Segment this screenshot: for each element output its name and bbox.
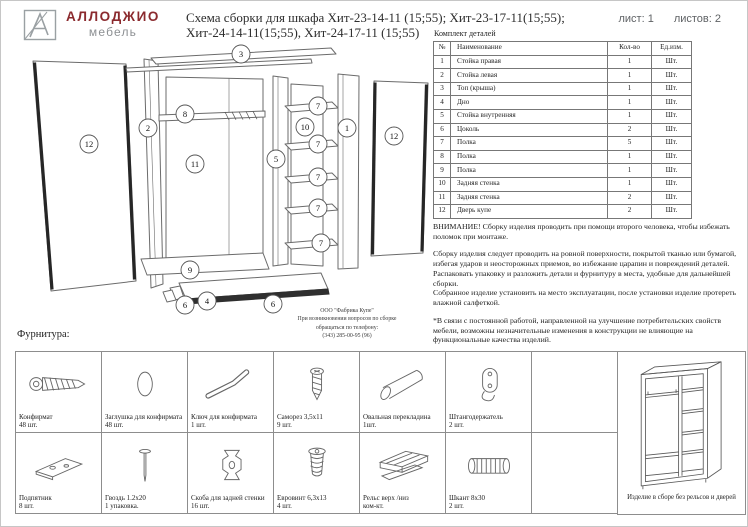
furniture-cell xyxy=(16,352,102,433)
table-row xyxy=(434,191,692,205)
part-name: Полка xyxy=(451,150,608,164)
rail-icon xyxy=(360,433,445,494)
part-qty: 5 xyxy=(608,137,652,151)
table-row xyxy=(434,137,692,151)
svg-text:10: 10 xyxy=(300,121,310,132)
svg-text:9: 9 xyxy=(187,264,193,275)
table-row xyxy=(434,69,692,83)
part-unit: Шт. xyxy=(652,164,692,178)
part-unit: Шт. xyxy=(652,137,692,151)
part-unit: Шт. xyxy=(652,191,692,205)
warning-text: ВНИМАНИЕ! Сборку изделия проводить при помощи второго человека, чтобы избежать поломок при монтаже. xyxy=(433,222,730,241)
furniture-cell-empty xyxy=(532,433,618,514)
furniture-label: Гвоздь 1.2х20 1 упаковка. xyxy=(105,493,146,510)
furniture-cell xyxy=(16,433,102,514)
part-number: 5 xyxy=(434,109,451,123)
table-row xyxy=(434,123,692,137)
furniture-cell xyxy=(102,352,188,433)
part-number: 3 xyxy=(434,82,451,96)
disclaimer-text: *В связи с постоянной работой, направленной на улучшение потребительских свойств мебели, возможны незначительные изменения в конструкции не влияющие на функциональные качества изделий. xyxy=(433,315,722,345)
svg-text:6: 6 xyxy=(182,299,188,310)
part-name: Задняя стенка xyxy=(451,191,608,205)
svg-text:5: 5 xyxy=(273,153,279,164)
svg-text:3: 3 xyxy=(238,48,244,59)
table-row xyxy=(434,205,692,219)
part-qty: 1 xyxy=(608,55,652,69)
sheet-info xyxy=(618,13,721,25)
nail-icon xyxy=(102,433,187,494)
furniture-row-2 xyxy=(16,433,618,514)
part-number: 11 xyxy=(434,191,451,205)
assembled-view xyxy=(617,351,746,515)
part-balloon-7 xyxy=(312,234,330,252)
part-name: Цоколь xyxy=(451,123,608,137)
part-balloon-11 xyxy=(186,155,204,173)
part-number: 2 xyxy=(434,69,451,83)
part-unit: Шт. xyxy=(652,150,692,164)
assembled-caption: Изделие в сборе без рельсов и дверей xyxy=(627,494,736,501)
confirmat-icon xyxy=(16,352,101,413)
part-balloon-4 xyxy=(198,292,216,310)
oval-rod-icon xyxy=(360,352,445,413)
part-balloon-7 xyxy=(309,168,327,186)
part-number: 10 xyxy=(434,177,451,191)
svg-text:7: 7 xyxy=(318,237,324,248)
inner-divider-panel xyxy=(273,76,288,266)
furniture-label: Саморез 3,5х11 9 шт. xyxy=(277,412,323,429)
part-balloon-6 xyxy=(176,296,194,314)
table-header-row xyxy=(434,42,692,56)
euro-screw-icon xyxy=(274,433,359,494)
logo xyxy=(23,9,160,41)
part-number: 12 xyxy=(434,205,451,219)
part-name: Дно xyxy=(451,96,608,110)
parts-table-caption: Комплект деталей xyxy=(434,29,496,38)
part-unit: Шт. xyxy=(652,177,692,191)
part-qty: 1 xyxy=(608,150,652,164)
part-unit: Шт. xyxy=(652,96,692,110)
svg-text:11: 11 xyxy=(190,158,200,169)
part-balloon-7 xyxy=(309,199,327,217)
svg-text:6: 6 xyxy=(270,298,276,309)
furniture-cell xyxy=(188,352,274,433)
svg-text:8: 8 xyxy=(182,108,188,119)
table-row xyxy=(434,55,692,69)
self-screw-icon xyxy=(274,352,359,413)
assembled-wardrobe-icon xyxy=(623,355,741,491)
furniture-label: Конфирмат 48 шт. xyxy=(19,412,53,429)
furniture-label: Евровинт 6,3х13 4 шт. xyxy=(277,493,327,510)
part-balloon-3 xyxy=(232,45,250,63)
assembly-instructions xyxy=(433,249,746,307)
furniture-label: Скоба для задней стенки 16 шт. xyxy=(191,493,265,510)
part-balloon-2 xyxy=(139,119,157,137)
part-number: 9 xyxy=(434,164,451,178)
title-line-1: Схема сборки для шкафа Хит-23-14-11 (15;55); Хит-23-17-11(15;55); xyxy=(186,10,565,25)
parts-table xyxy=(433,41,692,219)
part-balloon-8 xyxy=(176,105,194,123)
brand-subtitle: мебель xyxy=(88,25,138,39)
part-name: Топ (крыша) xyxy=(451,82,608,96)
furniture-label: Овальная перекладина 1шт. xyxy=(363,412,431,429)
part-qty: 1 xyxy=(608,69,652,83)
hex-key-icon xyxy=(188,352,273,413)
furniture-row-1 xyxy=(16,352,618,433)
part-unit: Шт. xyxy=(652,109,692,123)
furniture-cell xyxy=(360,433,446,514)
furniture-cell xyxy=(188,433,274,514)
furniture-label: Ключ для конфирмата 1 шт. xyxy=(191,412,257,429)
part-number: 8 xyxy=(434,150,451,164)
part-balloon-7 xyxy=(309,135,327,153)
table-row xyxy=(434,96,692,110)
page-title xyxy=(186,10,565,40)
part-balloon-1 xyxy=(338,119,356,137)
svg-text:7: 7 xyxy=(315,202,321,213)
part-number: 6 xyxy=(434,123,451,137)
part-unit: Шт. xyxy=(652,205,692,219)
factory-note xyxy=(263,307,431,341)
furniture-grid xyxy=(15,351,618,514)
svg-text:12: 12 xyxy=(389,130,399,141)
table-row xyxy=(434,109,692,123)
part-name: Задняя стенка xyxy=(451,177,608,191)
furniture-cell xyxy=(274,352,360,433)
assembly-line: Распаковать упаковку и разложить детали и фурнитуру в места, удобные для дальнейшей сборки. xyxy=(433,268,731,288)
part-balloon-5 xyxy=(267,150,285,168)
col-header-qty: Кол-во xyxy=(608,42,652,56)
logo-mark-icon xyxy=(23,9,57,41)
part-balloon-7 xyxy=(309,97,327,115)
table-row xyxy=(434,164,692,178)
furniture-label: Штангодержатель 2 шт. xyxy=(449,412,503,429)
part-qty: 1 xyxy=(608,96,652,110)
part-balloon-12 xyxy=(385,127,403,145)
table-row xyxy=(434,82,692,96)
sheets-total: листов: 2 xyxy=(673,13,721,25)
col-header-num: № xyxy=(434,42,451,56)
brand-name: АЛЛОДЖИО xyxy=(66,9,161,24)
part-qty: 2 xyxy=(608,205,652,219)
factory-note-line: При возникновении вопросов по сборке xyxy=(297,316,397,323)
part-qty: 1 xyxy=(608,82,652,96)
part-name: Полка xyxy=(451,164,608,178)
back-panel-left xyxy=(166,77,263,265)
part-qty: 2 xyxy=(608,123,652,137)
part-qty: 1 xyxy=(608,164,652,178)
part-name: Стойка внутренняя xyxy=(451,109,608,123)
dowel-icon xyxy=(446,433,531,494)
part-unit: Шт. xyxy=(652,55,692,69)
furniture-label: Заглушка для конфирмата 48 шт. xyxy=(105,412,183,429)
col-header-name: Наименование xyxy=(451,42,608,56)
side-panel-right xyxy=(338,74,359,269)
col-header-unit: Ед.изм. xyxy=(652,42,692,56)
furniture-label: Шкант 8х30 2 шт. xyxy=(449,493,486,510)
exploded-diagram-svg xyxy=(29,41,433,341)
furniture-cell xyxy=(446,433,532,514)
part-qty: 1 xyxy=(608,109,652,123)
bracket-icon xyxy=(188,433,273,494)
part-name: Полка xyxy=(451,137,608,151)
svg-text:7: 7 xyxy=(315,100,321,111)
furniture-cell xyxy=(274,433,360,514)
factory-name: ООО "Фабрика Купе" xyxy=(320,308,374,314)
furniture-label: Подпятник 8 шт. xyxy=(19,493,52,510)
part-name: Дверь купе xyxy=(451,205,608,219)
title-line-2: Хит-24-14-11(15;55), Хит-24-17-11 (15;55) xyxy=(186,25,420,40)
svg-text:4: 4 xyxy=(204,295,210,306)
svg-text:12: 12 xyxy=(84,138,94,149)
part-name: Стойка правая xyxy=(451,55,608,69)
part-balloon-10 xyxy=(296,118,314,136)
furniture-cell xyxy=(360,352,446,433)
svg-text:1: 1 xyxy=(344,122,350,133)
furniture-cell xyxy=(446,352,532,433)
part-unit: Шт. xyxy=(652,69,692,83)
part-name: Стойка левая xyxy=(451,69,608,83)
furniture-cell xyxy=(102,433,188,514)
part-number: 4 xyxy=(434,96,451,110)
part-balloon-9 xyxy=(181,261,199,279)
svg-text:7: 7 xyxy=(315,138,321,149)
part-qty: 1 xyxy=(608,177,652,191)
part-qty: 2 xyxy=(608,191,652,205)
parts-table-body xyxy=(434,55,692,218)
part-balloon-12 xyxy=(80,135,98,153)
table-row xyxy=(434,177,692,191)
rod-holder-icon xyxy=(446,352,531,413)
side-panel-left xyxy=(144,59,163,288)
logo-text xyxy=(66,9,160,39)
part-number: 1 xyxy=(434,55,451,69)
table-row xyxy=(434,150,692,164)
furniture-label: Рельс верх /низ ком-кт. xyxy=(363,493,409,510)
furniture-cell-empty xyxy=(532,352,618,433)
furniture-caption: Фурнитура: xyxy=(17,329,70,340)
assembly-line: Сборку изделия следует проводить на ровной поверхности, покрытой тканью или бумагой, избегая ударов и неосторожных приемов, во избежание царапин и повреждений деталей. xyxy=(433,249,737,269)
foot-plate-icon xyxy=(16,433,101,494)
part-number: 7 xyxy=(434,137,451,151)
svg-text:7: 7 xyxy=(315,171,321,182)
notes-block xyxy=(433,222,746,353)
door-right-panel xyxy=(371,81,428,256)
factory-note-line: обращаться по телефону: xyxy=(315,324,379,331)
factory-phone: (343) 285-00-95 (96) xyxy=(322,333,372,340)
sheet-number: лист: 1 xyxy=(618,13,654,25)
part-unit: Шт. xyxy=(652,123,692,137)
svg-text:2: 2 xyxy=(145,122,151,133)
part-unit: Шт. xyxy=(652,82,692,96)
assembly-line: Собранное изделие установить на место эксплуатации, после установки изделие протереть влажной салфеткой. xyxy=(433,288,737,308)
cap-icon xyxy=(102,352,187,413)
